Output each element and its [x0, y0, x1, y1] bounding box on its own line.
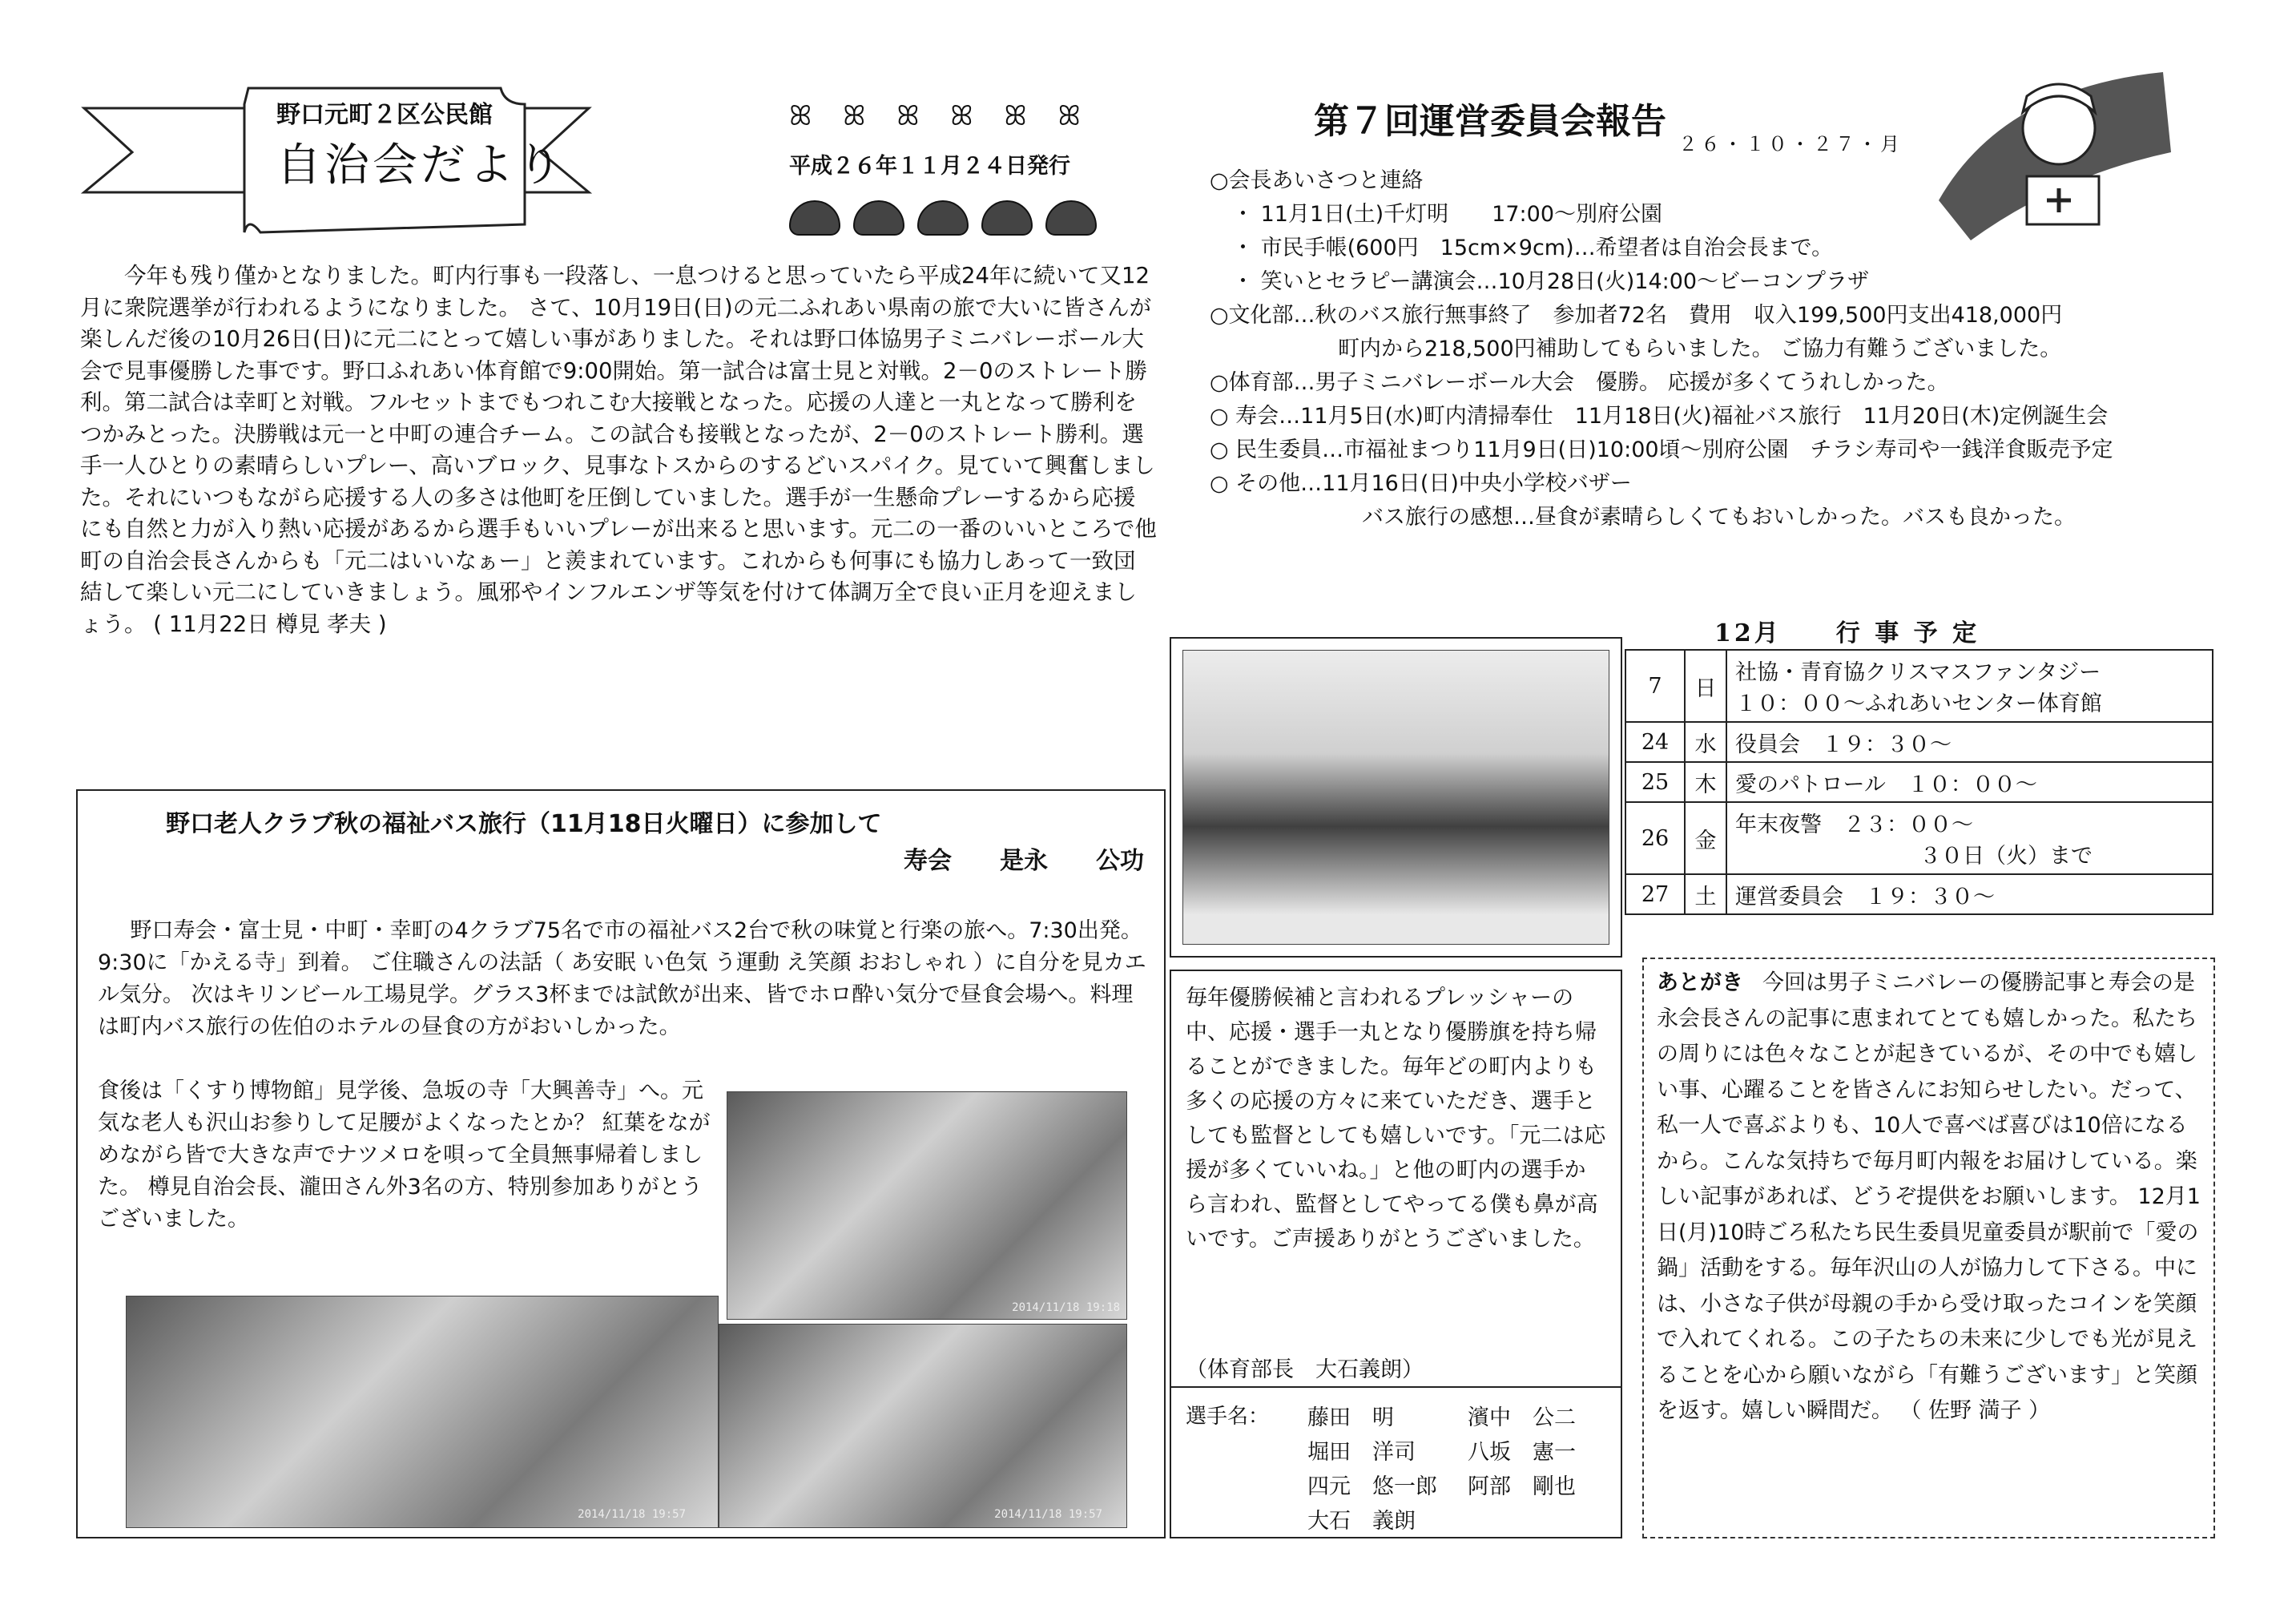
- frog-statues-photo: [727, 1091, 1127, 1320]
- bus-trip-body-left: 食後は「くすり博物館」見学後、急坂の寺「大興善寺」へ。元気な老人も沢山お参りして足腰がよくなったとか？ 紅葉をながめながら皆で大きな声でナツメロを唄って全員無事帰着しました。 樽見自治会長、瀧田さん外3名の方、特別参加ありがとうございました。: [98, 1079, 711, 1232]
- table-row: [1625, 874, 2213, 914]
- chestnut-icon: [981, 200, 1033, 236]
- schedule-dow: 土: [1685, 874, 1726, 914]
- afterword-text: [1657, 966, 2201, 1429]
- players-label: 選手名：: [1186, 1405, 1270, 1429]
- chestnut-icon: [1045, 200, 1097, 236]
- schedule-day: 24: [1625, 722, 1685, 762]
- event-line: 年末夜警 ２３：００～: [1735, 813, 1973, 837]
- event-line: １０：００～ふれあいセンター体育館: [1735, 692, 2102, 716]
- schedule-dow: 金: [1685, 802, 1726, 874]
- player-name: 堀田 洋司: [1307, 1440, 1416, 1465]
- report-list: [1210, 164, 2219, 534]
- event-line: ３０日（火）まで: [1919, 844, 2093, 869]
- team-photo: [1182, 650, 1609, 945]
- player-name: 八坂 憲一: [1468, 1440, 1576, 1465]
- report-line: ○ 民生委員…市福祉まつり11月9日(日)10:00頃～別府公園 チラシ寿司や一銭洋食販売予定: [1210, 438, 2113, 462]
- photo-timestamp: 2014/11/18 19:57: [994, 1508, 1102, 1521]
- bus-trip-title: 野口老人クラブ秋の福祉バス旅行（11月18日火曜日）に参加して: [166, 810, 882, 838]
- temple-hall-photo: [126, 1296, 719, 1528]
- leaf-decoration: ꕤ ꕤ ꕤ ꕤ ꕤ ꕤ: [789, 100, 1092, 132]
- report-line: ○会長あいさつと連絡: [1210, 168, 1424, 193]
- schedule-day: 25: [1625, 762, 1685, 802]
- intro-article: 今年も残り僅かとなりました。町内行事も一段落し、一息つけると思っていたら平成24年に続いて又12月に衆院選挙が行われるようになりました。 さて、10月19日(日)の元二ふれあい県南の旅で大いに皆さんが楽しんだ後の10月26日(日)に元二にとって嬉しい事がありました。それは野口体協男子ミニバレーボール大会で見事優勝した事です。野口ふれあい体育館で9:00開始。第一試合は富士見と対戦。2－0のストレート勝利。第二試合は幸町と対戦。フルセットまでもつれこむ大接戦となった。応援の人達と一丸となって勝利をつかみとった。決勝戦は元一と中町の連合チーム。この試合も接戦となったが、2－0のストレート勝利。選手一人ひとりの素晴らしいプレー、高いブロック、見事なトスからのするどいスパイク。見ていて興奮しました。それにいつもながら応援する人の多さは他町を圧倒していました。選手が一生懸命プレーするから応援にも自然と力が入り熱い応援があるから選手もいいプレーが出来ると思います。元二の一番のいいところで他町の自治会長さんからも「元二はいいなぁー」と羨まれています。これからも何事にも協力しあって一致団結して楽しい元二にしていきましょう。風邪やインフルエンザ等気を付けて体調万全で良い正月を迎えましょう。 ( 11月22日 樽見 孝夫 ): [80, 263, 1157, 637]
- table-row: [1625, 722, 2213, 762]
- schedule-event: 運営委員会 １９：３０～: [1726, 874, 2213, 914]
- divider: [1171, 1386, 1621, 1388]
- player-name: 阿部 剛也: [1468, 1474, 1576, 1499]
- issue-date: 平成２６年１１月２４日発行: [789, 154, 1070, 179]
- report-date: ２６・１０・２７・月: [1678, 133, 1903, 155]
- title-banner: [76, 80, 597, 240]
- afterword-body: 今回は男子ミニバレーの優勝記事と寿会の是永会長さんの記事に恵まれてとても嬉しかった。私たちの周りには色々なことが起きているが、その中でも嬉しい事、心躍ることを皆さんにお知らせしたい。だって、私一人で喜ぶよりも、10人で喜べば喜びは10倍になるから。こんな気持ちで毎月町内報をお届けしている。楽しい記事があれば、どうぞ提供をお願いします。 12月1日(月)10時ごろ私たち民生委員児童委員が駅前で「愛の鍋」活動をする。毎年沢山の人が協力して下さる。中には、小さな子供が母親の手から受け取ったコインを笑顔で入れてくれる。この子たちの未来に少しでも光が見えることを心から願いながら「有難うございます」と笑顔を返す。嬉しい瞬間だ。 （ 佐野 満子 ）: [1657, 970, 2201, 1423]
- schedule-event: [1726, 650, 2213, 722]
- event-line: 社協・青育協クリスマスファンタジー: [1735, 660, 2101, 685]
- report-line: 町内から218,500円補助してもらいました。 ご協力有難うございました。: [1338, 337, 2062, 361]
- team-photo-frame: [1170, 637, 1622, 958]
- volleyball-signature: （体育部長 大石義朗）: [1186, 1357, 1424, 1382]
- report-line: ○文化部…秋のバス旅行無事終了 参加者72名 費用 収入199,500円支出418,000円: [1210, 303, 2063, 328]
- report-line: ・ 11月1日(土)千灯明 17:00～別府公園: [1232, 202, 1662, 227]
- schedule-dow: 木: [1685, 762, 1726, 802]
- schedule-event: 愛のパトロール １０：００～: [1726, 762, 2213, 802]
- chestnut-icon: [917, 200, 969, 236]
- schedule-day: 7: [1625, 650, 1685, 722]
- schedule-table: [1625, 649, 2213, 915]
- schedule-heading: 12月 行 事 予 定: [1714, 619, 1980, 647]
- report-line: ○体育部…男子ミニバレーボール大会 優勝。 応援が多くてうれしかった。: [1210, 370, 1949, 395]
- chestnut-icon: [789, 200, 840, 236]
- player-name: 藤田 明: [1307, 1405, 1394, 1430]
- report-line: ・ 笑いとセラピー講演会…10月28日(火)14:00～ビーコンプラザ: [1232, 269, 1870, 294]
- chestnut-icon: [853, 200, 904, 236]
- report-line: ○ 寿会…11月5日(水)町内清掃奉仕 11月18日(火)福祉バス旅行 11月20日(木)定例誕生会: [1210, 404, 2109, 429]
- report-line: ・ 市民手帳(600円 15cm×9cm)…希望者は自治会長まで。: [1232, 236, 1834, 260]
- report-line: バス旅行の感想…昼食が素晴らしくてもおいしかった。バスも良かった。: [1362, 505, 2076, 530]
- player-name: 四元 悠一郎: [1307, 1474, 1437, 1499]
- table-row: [1625, 802, 2213, 874]
- schedule-day: 27: [1625, 874, 1685, 914]
- bus-trip-article: [76, 789, 1166, 1538]
- newsletter-title: 自治会だより: [276, 139, 565, 192]
- photo-timestamp: 2014/11/18 19:18: [1012, 1301, 1120, 1314]
- bus-trip-author: 寿会 是永 公功: [904, 847, 1144, 875]
- player-name: 大石 義朗: [1307, 1509, 1416, 1534]
- chestnut-row: [789, 200, 1110, 239]
- photo-timestamp: 2014/11/18 19:57: [578, 1508, 686, 1521]
- afterword-box: [1642, 958, 2215, 1538]
- org-name: 野口元町２区公民館: [276, 101, 493, 129]
- volleyball-comment: [1170, 970, 1622, 1538]
- schedule-dow: 水: [1685, 722, 1726, 762]
- report-title: 第７回運営委員会報告: [1314, 101, 1666, 142]
- schedule-dow: 日: [1685, 650, 1726, 722]
- bus-trip-body-top: 野口寿会・富士見・中町・幸町の4クラブ75名で市の福祉バス2台で秋の味覚と行楽の旅へ。7:30出発。 9:30に「かえる寺」到着。 ご住職さんの法話（ あ安眠 い色気 う運動 え笑顔 おおしゃれ ）に自分を見カエル気分。 次はキリンビール工場見学。グラス3杯までは試飲が出来、皆でホロ酔い気分で昼食会場へ。料理は町内バス旅行の佐伯のホテルの昼食の方がおいしかった。: [98, 918, 1146, 1039]
- schedule-day: 26: [1625, 802, 1685, 874]
- table-row: [1625, 762, 2213, 802]
- player-name: 濱中 公二: [1468, 1405, 1576, 1430]
- report-line: ○ その他…11月16日(日)中央小学校バザー: [1210, 471, 1632, 496]
- schedule-event: 役員会 １９：３０～: [1726, 722, 2213, 762]
- table-row: [1625, 650, 2213, 722]
- afterword-label: あとがき: [1657, 970, 1743, 995]
- schedule-event: [1726, 802, 2213, 874]
- volleyball-text: 毎年優勝候補と言われるプレッシャーの中、応援・選手一丸となり優勝旗を持ち帰ることができました。毎年どの町内よりも多くの応援の方々に来ていただき、選手としても監督としても嬉しいです。「元二は応援が多くていいね。」と他の町内の選手から言われ、監督としてやってる僕も鼻が高いです。ご声援ありがとうございました。: [1186, 986, 1606, 1252]
- lecture-photo: [719, 1324, 1127, 1528]
